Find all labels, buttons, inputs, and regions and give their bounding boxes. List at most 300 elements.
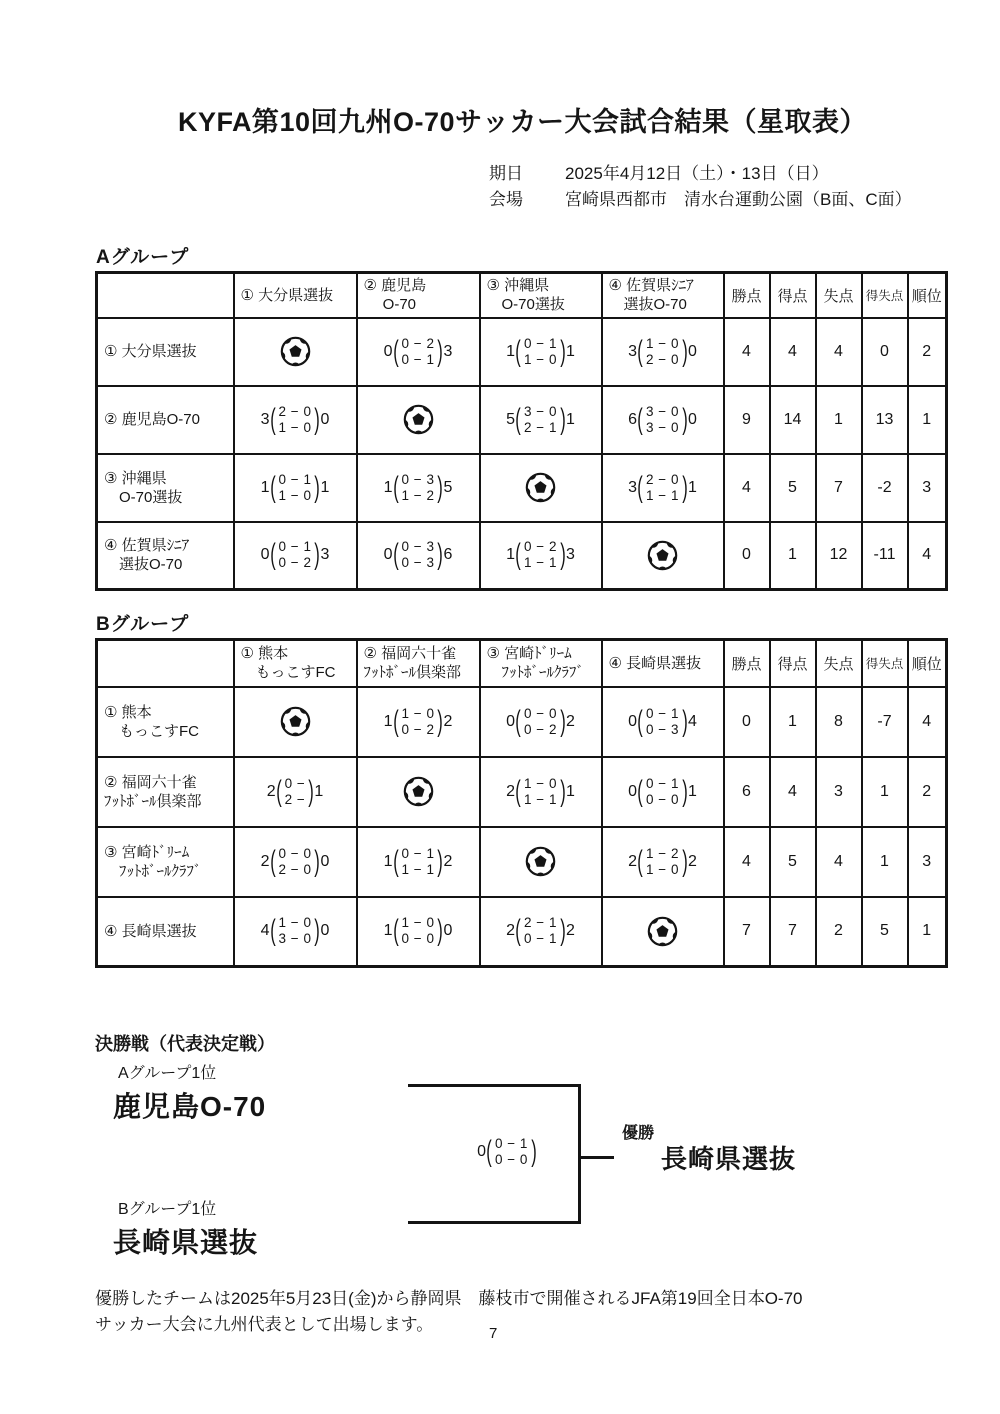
half-score-first: 0 − 1 (646, 705, 679, 721)
half-score-first: 0 − 3 (401, 471, 435, 487)
paren-open: ( (515, 334, 521, 368)
table-row (97, 827, 947, 897)
table-row (97, 687, 947, 757)
bracket-slot-b-team: 長崎県選抜 (113, 1227, 259, 1258)
half-scores (495, 1136, 528, 1168)
paren-open: ( (269, 538, 276, 572)
paren-open: ( (637, 844, 643, 878)
cell-text (98, 536, 233, 574)
match-score (481, 336, 601, 368)
half-score-second: 0 − 2 (401, 721, 435, 737)
paren-close: ) (531, 1135, 537, 1168)
stat-cell: 1 (770, 687, 816, 757)
half-score-second: 0 − 0 (401, 931, 435, 947)
cell-text (481, 644, 601, 682)
half-score-second: 1 − 1 (401, 861, 435, 877)
header-row (97, 640, 947, 687)
cell-text (603, 276, 723, 314)
team-col-header (234, 640, 357, 687)
soccer-ball-icon (646, 915, 679, 948)
half-score-first: 0 − 1 (278, 539, 312, 555)
soccer-ball-icon (524, 471, 557, 504)
stat-cell: 3 (908, 454, 947, 522)
cell-text-line: ③ 宮崎ﾄﾞﾘｰﾑ (104, 843, 190, 861)
match-score (603, 776, 723, 808)
half-scores (279, 539, 312, 571)
stat-col-header: 得点 (770, 273, 816, 318)
paren-close: ) (437, 334, 444, 368)
aggregate-score-left: 0 (383, 546, 393, 564)
paren-close: ) (682, 470, 688, 504)
half-scores (646, 336, 679, 368)
cell-text-line: ② 鹿児島 (363, 277, 427, 295)
stat-cell: 3 (816, 757, 862, 827)
paren-close: ) (437, 470, 444, 504)
stat-cell: 0 (724, 522, 770, 590)
cell-text-line: ① 熊本 (104, 703, 152, 721)
paren-open: ( (515, 774, 521, 808)
half-score-second: 1 − 1 (524, 555, 557, 571)
aggregate-score-right: 0 (687, 410, 697, 428)
aggregate-score-left: 2 (260, 852, 270, 870)
bracket-connector-line (578, 1156, 614, 1159)
match-score (358, 706, 479, 738)
aggregate-score-right: 0 (320, 922, 330, 940)
stat-cell: 5 (770, 827, 816, 897)
match-score (481, 915, 601, 947)
cell-text-line: ① 大分県選抜 (240, 286, 334, 304)
paren-open: ( (515, 538, 521, 572)
aggregate-score-right: 1 (314, 782, 324, 800)
cell-text-line: O-70選抜 (486, 296, 565, 314)
half-score-first: 0 − 2 (401, 335, 435, 351)
half-score-first: 0 − 1 (401, 845, 435, 861)
aggregate-score-right: 3 (320, 546, 330, 564)
half-score-second: 2 − 0 (278, 861, 312, 877)
group-a-label: Aグループ (96, 247, 190, 268)
cell-text (98, 410, 233, 429)
cell-text (98, 773, 233, 811)
cell-text-line: ② 鹿児島O-70 (104, 411, 200, 428)
aggregate-score-right: 3 (565, 546, 575, 564)
paren-close: ) (437, 914, 444, 948)
aggregate-score-right: 2 (565, 922, 575, 940)
half-scores (524, 706, 557, 738)
aggregate-score-left: 3 (260, 410, 270, 428)
soccer-ball-icon (402, 775, 435, 808)
stat-cell: 7 (724, 897, 770, 967)
paren-close: ) (314, 402, 321, 436)
paren-open: ( (392, 844, 399, 878)
cell-text-line: もっこすFC (104, 722, 199, 740)
half-score-second: 2 − (284, 791, 306, 807)
corner-cell (97, 273, 234, 318)
aggregate-score-right: 0 (687, 342, 697, 360)
stat-cell: 7 (770, 897, 816, 967)
stat-col-header: 得失点 (862, 640, 908, 687)
half-score-second: 0 − 3 (401, 555, 435, 571)
half-score-second: 1 − 0 (278, 487, 312, 503)
match-cell (480, 757, 602, 827)
match-cell (480, 386, 602, 454)
paren-open: ( (637, 704, 643, 738)
meta-date-row (489, 161, 912, 187)
cell-text-line: ③ 沖縄県 (104, 469, 167, 487)
cell-text-line: ① 大分県選抜 (104, 343, 197, 360)
cell-text (98, 469, 233, 507)
page-number: 7 (489, 1325, 498, 1342)
match-cell (480, 522, 602, 590)
stat-cell: 4 (724, 318, 770, 386)
match-cell (357, 522, 480, 590)
paren-close: ) (314, 844, 321, 878)
paren-close: ) (437, 538, 444, 572)
half-scores (402, 472, 435, 504)
half-scores (285, 776, 306, 808)
half-scores (279, 846, 312, 878)
cell-text-line: ﾌｯﾄﾎﾞｰﾙ倶楽部 (104, 792, 202, 810)
paren-open: ( (275, 774, 282, 808)
table-row (97, 386, 947, 454)
stat-cell: 8 (816, 687, 862, 757)
paren-close: ) (560, 538, 566, 572)
stat-cell: 1 (770, 522, 816, 590)
stat-cell: 4 (770, 757, 816, 827)
paren-open: ( (637, 334, 643, 368)
group-a-table-mount (95, 271, 948, 591)
team-row-header (97, 687, 234, 757)
venue-value: 宮崎県西都市 清水台運動公園（B面、C面） (565, 190, 912, 209)
stat-cell: 3 (908, 827, 947, 897)
cell-text-line: ﾌｯﾄﾎﾞｰﾙｸﾗﾌﾞ (486, 664, 585, 682)
bracket-slot-b-label: Bグループ1位 (118, 1201, 217, 1218)
match-score (358, 539, 479, 571)
stat-cell: 6 (724, 757, 770, 827)
match-cell (234, 386, 357, 454)
header-row (97, 273, 947, 318)
match-score (603, 472, 723, 504)
footer-note (95, 1286, 803, 1338)
aggregate-score-right: 4 (687, 712, 697, 730)
paren-close: ) (314, 538, 321, 572)
stat-cell: 5 (862, 897, 908, 967)
soccer-ball-icon (402, 403, 435, 436)
half-scores (279, 472, 312, 504)
aggregate-score-right: 6 (443, 546, 453, 564)
stat-cell: 4 (816, 827, 862, 897)
self-match-cell (357, 386, 480, 454)
team-row-header (97, 318, 234, 386)
cell-text-line: ② 福岡六十雀 (104, 773, 197, 791)
stat-col-header: 順位 (908, 640, 947, 687)
aggregate-score-right: 3 (443, 342, 453, 360)
match-score (481, 404, 601, 436)
match-cell (602, 687, 724, 757)
half-score-first: 0 − (284, 775, 306, 791)
paren-open: ( (515, 402, 521, 436)
half-score-first: 1 − 0 (401, 915, 435, 931)
half-score-second: 0 − 1 (401, 351, 435, 367)
paren-open: ( (515, 704, 521, 738)
half-scores (402, 706, 435, 738)
aggregate-score-left: 4 (260, 922, 270, 940)
half-score-first: 0 − 1 (495, 1136, 528, 1151)
half-score-second: 0 − 2 (524, 721, 557, 737)
footer-line-1: 優勝したチームは2025年5月23日(金)から静岡県 藤枝市で開催されるJFA第19回全日本O-70 (95, 1289, 803, 1308)
cell-text (358, 276, 479, 314)
half-score-second: 1 − 0 (278, 419, 312, 435)
match-cell (234, 522, 357, 590)
match-cell (602, 318, 724, 386)
paren-close: ) (682, 774, 688, 808)
match-score (358, 336, 479, 368)
aggregate-score-left: 0 (628, 782, 638, 800)
aggregate-score-right: 2 (687, 852, 697, 870)
half-score-second: 0 − 1 (524, 931, 557, 947)
aggregate-score-left: 1 (506, 342, 516, 360)
match-score (235, 472, 356, 504)
paren-close: ) (560, 334, 566, 368)
team-col-header (602, 640, 724, 687)
cell-text (98, 922, 233, 941)
half-score-first: 0 − 1 (524, 335, 557, 351)
half-scores (646, 404, 679, 436)
stat-cell: 4 (908, 522, 947, 590)
aggregate-score-right: 1 (565, 782, 575, 800)
table-row (97, 757, 947, 827)
match-score (358, 846, 479, 878)
bracket-slot-a-team: 鹿児島O-70 (113, 1091, 267, 1122)
match-score (481, 776, 601, 808)
match-cell (234, 454, 357, 522)
cell-text (358, 644, 479, 682)
match-cell (357, 687, 480, 757)
aggregate-score-left: 3 (628, 478, 638, 496)
page-title: KYFA第10回九州O-70サッカー大会試合結果（星取表） (177, 107, 868, 137)
paren-close: ) (560, 774, 566, 808)
match-score (481, 706, 601, 738)
half-scores (524, 336, 557, 368)
half-score-first: 0 − 0 (524, 705, 557, 721)
stat-cell: 0 (724, 687, 770, 757)
aggregate-score-right: 0 (320, 852, 330, 870)
stat-cell: 1 (862, 757, 908, 827)
half-scores (279, 404, 312, 436)
cell-text-line: ﾌｯﾄﾎﾞｰﾙｸﾗﾌﾞ (104, 862, 202, 880)
cell-text (235, 286, 356, 305)
team-row-header (97, 386, 234, 454)
half-score-first: 3 − 0 (524, 403, 557, 419)
half-score-second: 1 − 0 (524, 351, 557, 367)
stat-cell: 4 (908, 687, 947, 757)
paren-open: ( (269, 470, 276, 504)
cell-text-line: O-70選抜 (104, 488, 183, 506)
stat-cell: 12 (816, 522, 862, 590)
cell-text-line: ④ 佐賀県ｼﾆｱ (104, 537, 190, 555)
half-scores (524, 915, 557, 947)
team-row-header (97, 827, 234, 897)
half-score-second: 3 − 0 (646, 419, 679, 435)
aggregate-score-left: 1 (383, 852, 393, 870)
aggregate-score-left: 3 (628, 342, 638, 360)
half-scores (524, 404, 557, 436)
aggregate-score-right: 0 (443, 922, 453, 940)
paren-open: ( (392, 334, 399, 368)
stat-cell: 14 (770, 386, 816, 454)
stat-cell: 0 (862, 318, 908, 386)
cell-text-line: O-70 (363, 296, 417, 314)
aggregate-score-left: 1 (506, 546, 516, 564)
cell-text (98, 703, 233, 741)
half-scores (279, 915, 312, 947)
aggregate-score-left: 5 (506, 410, 516, 428)
match-cell (357, 827, 480, 897)
group-b-table-mount (95, 638, 948, 968)
paren-close: ) (682, 844, 688, 878)
cell-text-line: ④ 佐賀県ｼﾆｱ (608, 277, 694, 295)
stat-cell: 5 (770, 454, 816, 522)
stat-cell: 1 (908, 897, 947, 967)
table-row (97, 318, 947, 386)
half-score-first: 0 − 3 (401, 539, 435, 555)
half-score-first: 0 − 1 (646, 775, 679, 791)
aggregate-score-right: 1 (320, 478, 330, 496)
aggregate-score-left: 0 (628, 712, 638, 730)
half-score-second: 1 − 2 (401, 487, 435, 503)
aggregate-score-right: 1 (687, 782, 697, 800)
aggregate-score-right: 5 (443, 478, 453, 496)
half-scores (524, 539, 557, 571)
half-score-second: 1 − 1 (524, 791, 557, 807)
half-score-first: 2 − 1 (524, 915, 557, 931)
date-label: 期日 (489, 164, 523, 183)
match-cell (357, 318, 480, 386)
aggregate-score-left: 2 (266, 782, 276, 800)
half-score-first: 3 − 0 (646, 403, 679, 419)
self-match-cell (234, 318, 357, 386)
team-row-header (97, 454, 234, 522)
self-match-cell (602, 897, 724, 967)
team-col-header (480, 640, 602, 687)
team-row-header (97, 522, 234, 590)
paren-close: ) (682, 402, 688, 436)
half-score-second: 2 − 0 (646, 351, 679, 367)
paren-close: ) (682, 334, 688, 368)
half-score-second: 0 − 3 (646, 721, 679, 737)
cell-text-line: ① 熊本 (240, 645, 289, 663)
match-score (235, 539, 356, 571)
match-score (235, 846, 356, 878)
match-score (235, 404, 356, 436)
cell-text (98, 843, 233, 881)
half-score-second: 1 − 1 (646, 487, 679, 503)
self-match-cell (480, 454, 602, 522)
aggregate-score-right: 2 (443, 852, 453, 870)
half-score-second: 0 − 0 (646, 791, 679, 807)
footer-line-2: サッカー大会に九州代表として出場します。 (95, 1315, 434, 1334)
paren-open: ( (637, 470, 643, 504)
aggregate-score-left: 6 (628, 410, 638, 428)
half-scores (646, 706, 679, 738)
stat-cell: 4 (816, 318, 862, 386)
half-score-second: 0 − 0 (495, 1152, 528, 1167)
stat-cell: 2 (908, 757, 947, 827)
cell-text (98, 342, 233, 361)
paren-close: ) (437, 704, 444, 738)
paren-close: ) (314, 470, 321, 504)
paren-open: ( (486, 1135, 492, 1168)
team-row-header (97, 757, 234, 827)
match-cell (602, 386, 724, 454)
paren-open: ( (269, 402, 276, 436)
aggregate-score-left: 1 (383, 922, 393, 940)
cell-text-line: 選抜O-70 (608, 296, 687, 314)
winner-label: 優勝 (622, 1125, 655, 1142)
match-score (603, 336, 723, 368)
paren-close: ) (560, 704, 566, 738)
stat-cell: 7 (816, 454, 862, 522)
paren-open: ( (637, 774, 643, 808)
cell-text-line: ② 福岡六十雀 (363, 645, 457, 663)
self-match-cell (357, 757, 480, 827)
half-score-first: 1 − 0 (524, 775, 557, 791)
half-score-first: 2 − 0 (646, 471, 679, 487)
paren-open: ( (392, 538, 399, 572)
aggregate-score-left: 2 (628, 852, 638, 870)
half-score-first: 1 − 0 (401, 705, 435, 721)
table-row (97, 454, 947, 522)
team-col-header (602, 273, 724, 318)
aggregate-score-left: 1 (383, 478, 393, 496)
paren-open: ( (269, 914, 276, 948)
cell-text (603, 654, 723, 673)
match-cell (234, 757, 357, 827)
stat-cell: 4 (724, 454, 770, 522)
stat-cell: 2 (816, 897, 862, 967)
aggregate-score-left: 1 (260, 478, 270, 496)
bracket-slot-a-label: Aグループ1位 (118, 1065, 217, 1082)
paren-close: ) (560, 402, 566, 436)
match-cell (602, 757, 724, 827)
stat-cell: 2 (908, 318, 947, 386)
aggregate-score-left: 0 (477, 1143, 486, 1160)
match-cell (602, 454, 724, 522)
paren-close: ) (560, 914, 566, 948)
stat-cell: 1 (816, 386, 862, 454)
cell-text (235, 644, 356, 682)
match-score (448, 1136, 566, 1168)
half-score-second: 3 − 0 (278, 931, 312, 947)
half-scores (402, 915, 435, 947)
stat-cell: 4 (724, 827, 770, 897)
half-score-first: 0 − 0 (278, 845, 312, 861)
paren-open: ( (515, 914, 521, 948)
paren-open: ( (392, 914, 399, 948)
half-score-first: 0 − 1 (278, 471, 312, 487)
group-standings-table (95, 271, 948, 591)
cell-text-line: もっこすFC (240, 664, 336, 682)
cell-text-line: ﾌｯﾄﾎﾞｰﾙ倶楽部 (363, 664, 462, 682)
match-cell (357, 454, 480, 522)
paren-open: ( (392, 704, 399, 738)
cell-text-line: ③ 沖縄県 (486, 277, 550, 295)
half-score-second: 0 − 2 (278, 555, 312, 571)
event-meta (489, 161, 912, 213)
cell-text (481, 276, 601, 314)
half-score-first: 1 − 0 (646, 335, 679, 351)
aggregate-score-left: 0 (260, 546, 270, 564)
match-cell (480, 897, 602, 967)
